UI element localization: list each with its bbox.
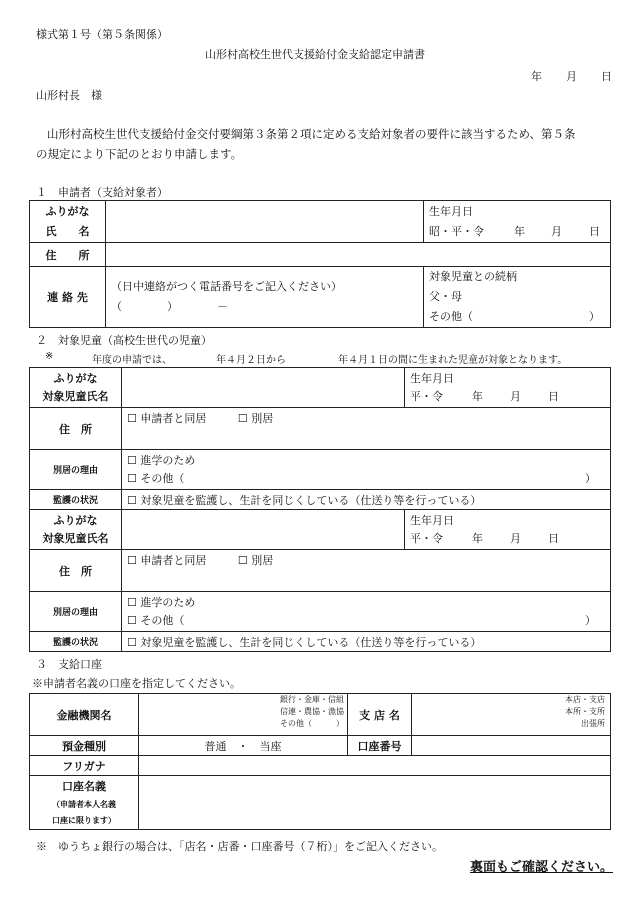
child1-name-label-cell	[30, 368, 122, 408]
child1-birth-day: 日	[548, 389, 559, 403]
child1-reason-field[interactable]	[122, 450, 611, 490]
applicant-birth-day: 日	[589, 224, 600, 238]
child1-address-label: 住 所	[30, 408, 122, 450]
bank-types-line-1: 銀行・金庫・信組	[280, 695, 344, 704]
addressee: 山形村長 様	[36, 89, 102, 102]
bank-types-line-3: その他（ ）	[280, 719, 344, 728]
child2-birth-eras: 平・令	[410, 531, 443, 545]
child1-custody-checkbox[interactable]: ☐ 対象児童を監護し、生計を同じくしている（仕送り等を行っている）	[122, 490, 611, 510]
applicant-name-label-cell	[30, 201, 106, 243]
child2-reason-field[interactable]	[122, 592, 611, 632]
account-number-field[interactable]	[412, 736, 611, 756]
relation-cell[interactable]	[424, 267, 611, 328]
child2-name-label-cell	[30, 510, 122, 550]
phone-dash: －	[217, 300, 228, 313]
applicant-birth-month: 月	[551, 224, 562, 238]
child1-custody-label: 監護の状況	[30, 490, 122, 510]
bank-name-label: 金融機関名	[30, 694, 139, 736]
child2-name-field[interactable]	[122, 510, 405, 550]
child1-address-field[interactable]	[122, 408, 611, 450]
child1-reason-label: 別居の理由	[30, 450, 122, 490]
child2-live-apart-checkbox[interactable]: ☐ 別居	[237, 554, 274, 567]
child1-reason-close-paren: ）	[585, 471, 596, 485]
branch-types-line-1: 本店・支店	[565, 695, 605, 704]
child2-custody-label: 監護の状況	[30, 632, 122, 652]
child2-live-with-checkbox[interactable]: ☐ 申請者と同居	[127, 554, 207, 567]
branch-name-label: 支 店 名	[348, 694, 412, 736]
applicant-table	[29, 200, 611, 328]
intro-line-2: の規定により下記のとおり申請します。	[36, 147, 243, 161]
relation-other-row	[429, 307, 605, 327]
relation-parent: 父・母	[429, 290, 462, 303]
child2-reason-label: 別居の理由	[30, 592, 122, 632]
applicant-name-label: 氏 名	[45, 224, 90, 238]
branch-types-line-3: 出張所	[581, 719, 605, 728]
date-year-label: 年	[531, 70, 542, 83]
account-kana-label: フリガナ	[30, 756, 139, 776]
section3-note: ※申請者名義の口座を指定してください。	[32, 677, 241, 690]
child2-birth-value	[410, 530, 605, 548]
child1-birth-cell[interactable]	[405, 368, 611, 408]
applicant-contact-field[interactable]	[106, 267, 424, 328]
account-number-label: 口座番号	[348, 736, 412, 756]
section2-note-b: 年４月２日から	[216, 355, 286, 366]
child2-reason-close-paren: ）	[585, 613, 596, 627]
applicant-contact-label: 連 絡 先	[30, 267, 106, 328]
footer-note: ※ ゆうちょ銀行の場合は、「店名・店番・口座番号（７桁）」をご記入ください。	[36, 840, 443, 853]
child2-reason-study-checkbox[interactable]: ☐ 進学のため	[127, 595, 196, 609]
section2-note-c: 年４月１日の間に生まれた児童が対象となります。	[338, 355, 568, 366]
account-holder-label: 口座名義	[62, 779, 106, 793]
relation-other: その他（	[429, 310, 473, 323]
child1-birth-eras: 平・令	[410, 389, 443, 403]
child1-reason-other-row	[127, 470, 605, 488]
applicant-name-field[interactable]	[106, 201, 424, 243]
applicant-birth-year: 年	[514, 224, 525, 238]
deposit-type-options[interactable]: 普通 ・ 当座	[139, 736, 348, 756]
child2-name-label: 対象児童氏名	[42, 531, 109, 545]
applicant-birth-cell[interactable]	[424, 201, 611, 243]
child1-birth-value	[410, 388, 605, 406]
child2-furigana-label: ふりがな	[53, 513, 98, 527]
intro-line-1: 山形村高校生世代支援給付金交付要綱第３条第２項に定める支給対象者の要件に該当するため、第５条	[47, 127, 576, 141]
child1-reason-study-checkbox[interactable]: ☐ 進学のため	[127, 453, 196, 467]
date-month-label: 月	[566, 70, 577, 83]
child1-live-apart-checkbox[interactable]: ☐ 別居	[237, 412, 274, 425]
child1-live-with-checkbox[interactable]: ☐ 申請者と同居	[127, 412, 207, 425]
contact-phone-format	[111, 297, 418, 317]
back-notice: 裏面もご確認ください。	[470, 860, 614, 875]
child1-furigana-label: ふりがな	[53, 371, 98, 385]
section2-note-a: 年度の申請では、	[92, 355, 172, 366]
bank-types-line-2: 信連・農協・漁協	[280, 707, 344, 716]
applicant-birth-label: 生年月日	[429, 204, 473, 218]
child2-reason-other-row	[127, 612, 605, 630]
child1-birth-label: 生年月日	[410, 371, 454, 385]
contact-note: （日中連絡がつく電話番号をご記入ください）	[111, 280, 342, 293]
date-day-label: 日	[601, 70, 612, 83]
section3-heading: ３ 支給口座	[36, 658, 102, 671]
child2-address-field[interactable]	[122, 550, 611, 592]
form-number: 様式第１号（第５条関係）	[36, 28, 168, 41]
child1-name-field[interactable]	[122, 368, 405, 408]
child2-custody-checkbox[interactable]: ☐ 対象児童を監護し、生計を同じくしている（仕送り等を行っている）	[122, 632, 611, 652]
holder-note-1: （申請者本人名義	[52, 798, 116, 809]
child2-birth-label: 生年月日	[410, 513, 454, 527]
section1-heading: １ 申請者（支給対象者）	[36, 186, 168, 199]
branch-types-line-2: 本所・支所	[565, 707, 605, 716]
relation-close-paren: ）	[589, 310, 600, 323]
relation-label: 対象児童との続柄	[429, 270, 517, 283]
children-table	[29, 367, 611, 652]
section2-heading: ２ 対象児童（高校生世代の児童）	[36, 334, 212, 347]
section2-note-mark: ※	[45, 351, 54, 362]
child1-birth-month: 月	[510, 389, 521, 403]
child2-reason-other-checkbox[interactable]: ☐ その他（	[127, 613, 185, 627]
phone-open-paren: （	[111, 300, 122, 313]
holder-note-2: 口座に限ります）	[52, 814, 116, 825]
applicant-address-field[interactable]	[106, 243, 611, 267]
child2-birth-cell[interactable]	[405, 510, 611, 550]
phone-close-paren: ）	[167, 300, 178, 313]
child2-birth-day: 日	[548, 531, 559, 545]
applicant-birth-eras: 昭・平・令	[429, 224, 484, 238]
child1-birth-year: 年	[472, 389, 483, 403]
account-holder-label-cell	[30, 776, 139, 830]
child2-birth-year: 年	[472, 531, 483, 545]
form-title: 山形村高校生世代支援給付金支給認定申請書	[205, 48, 425, 61]
applicant-furigana-label: ふりがな	[45, 204, 90, 218]
applicant-birth-value	[429, 222, 605, 242]
applicant-address-label: 住 所	[30, 243, 106, 267]
child2-birth-month: 月	[510, 531, 521, 545]
account-holder-field[interactable]	[139, 776, 611, 830]
deposit-type-label: 預金種別	[30, 736, 139, 756]
child2-address-label: 住 所	[30, 550, 122, 592]
account-kana-field[interactable]	[139, 756, 611, 776]
child1-reason-other-checkbox[interactable]: ☐ その他（	[127, 471, 185, 485]
child1-name-label: 対象児童氏名	[42, 389, 109, 403]
